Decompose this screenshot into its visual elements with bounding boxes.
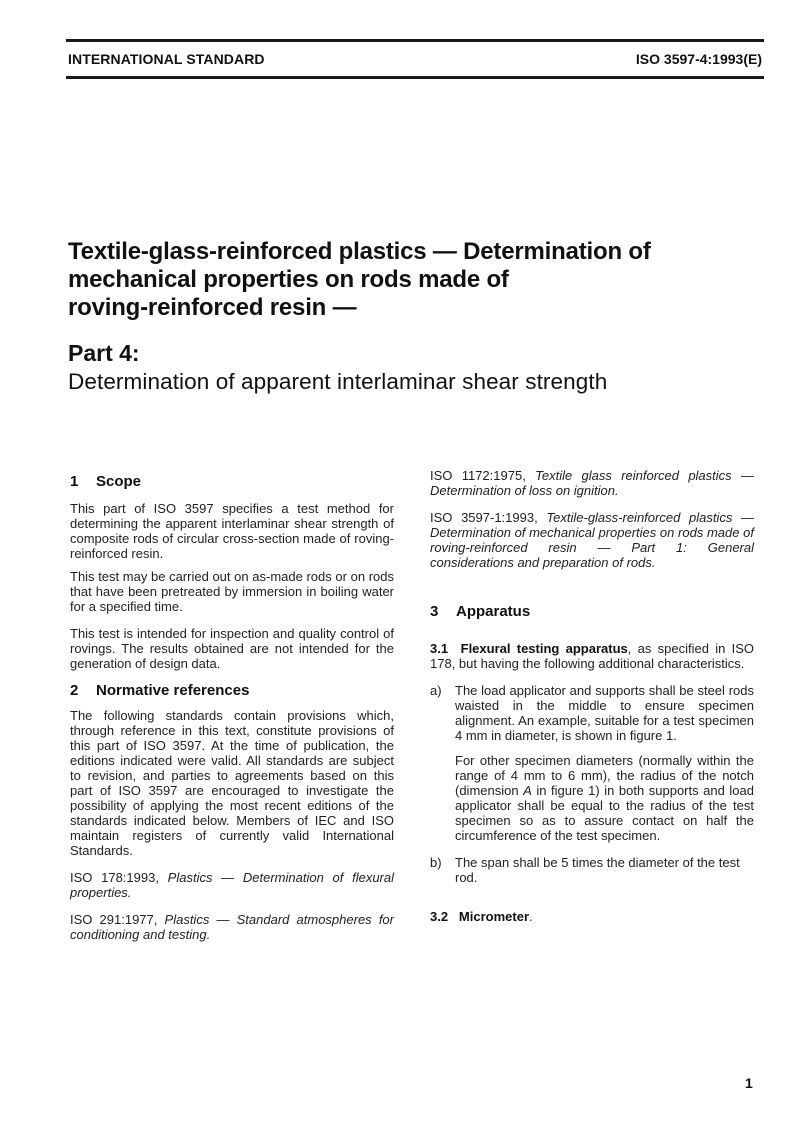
dimension-variable: A: [523, 783, 532, 798]
scope-paragraph-2: This test may be carried out on as-made rods or on rods that have been pretreated by immersion in boiling water for a specified time.: [70, 569, 394, 614]
section-title: Normative references: [96, 682, 250, 699]
page-number: 1: [745, 1075, 753, 1091]
title-line-1: Textile-glass-reinforced plastics — Determination of: [68, 238, 651, 265]
section-title: Apparatus: [456, 603, 531, 620]
title-line-3: roving-reinforced resin —: [68, 294, 357, 321]
clause-3-2: [430, 909, 754, 924]
normative-intro: The following standards contain provisions which, through reference in this text, constitute provisions of this part of ISO 3597. At the time of publication, the editions indicated were valid. All standards are subject to revision, and parties to agreements based on this part of ISO 3597 are encouraged to investigate the possibility of applying the most recent editions of the standards indicated below. Members of IEC and ISO maintain registers of currently valid International Standards.: [70, 708, 394, 858]
scope-paragraph-1: This part of ISO 3597 specifies a test method for determining the apparent interlaminar shear strength of composite rods of circular cross-section made of roving-reinforced resin.: [70, 501, 394, 561]
section-heading-apparatus: [430, 604, 754, 619]
reference-code: ISO 291:1977,: [70, 912, 158, 927]
clause-number: 3.1: [430, 641, 449, 656]
part-label: Part 4:: [68, 340, 140, 366]
scope-paragraph-3: This test is intended for inspection and quality control of rovings. The results obtained are not intended for the generation of design data.: [70, 626, 394, 671]
clause-term: Flexural testing apparatus: [460, 641, 628, 656]
list-item-a-continuation: [455, 753, 754, 843]
header-rule-top: [66, 39, 764, 42]
list-item-a: [430, 683, 754, 843]
reference-iso-291: [70, 912, 394, 942]
reference-title: Textile-glass-reinforced plastics — Determination of mechanical properties on rods made of roving-reinforced resin — Part 1: General considerations and preparation of rods.: [430, 510, 754, 570]
continuation-text: For other specimen diameters (normally within the range of 4 mm to 6 mm), the radius of the notch (dimension: [455, 753, 754, 798]
section-heading-normative-references: [70, 683, 394, 698]
reference-title: Textile glass reinforced plastics — Determination of loss on ignition.: [430, 468, 754, 498]
clause-text: , as specified in ISO 178, but having the following additional characteristics.: [430, 641, 754, 671]
clause-3-1: [430, 641, 754, 671]
left-column: [70, 474, 394, 942]
reference-iso-1172: [430, 468, 754, 498]
list-label: b): [430, 855, 442, 870]
section-number: 3: [430, 603, 439, 620]
standard-number: ISO 3597-4:1993(E): [635, 51, 762, 67]
list-item-b: [430, 855, 754, 885]
clause-text: .: [529, 909, 533, 924]
reference-code: ISO 3597-1:1993,: [430, 510, 538, 525]
title-line-2: mechanical properties on rods made of: [68, 266, 509, 293]
list-text: The span shall be 5 times the diameter of the test rod.: [455, 855, 740, 885]
header-rule-bottom: [66, 76, 764, 79]
reference-title: Plastics — Standard atmospheres for conditioning and testing.: [70, 912, 394, 942]
right-column: [430, 468, 754, 924]
list-text: The load applicator and supports shall be steel rods waisted in the middle to ensure specimen alignment. An example, suitable for a test specimen 4 mm in diameter, is shown in figure 1.: [455, 683, 754, 743]
list-label: a): [430, 683, 442, 698]
reference-iso-3597-1: [430, 510, 754, 570]
section-number: 2: [70, 682, 79, 699]
clause-number: 3.2: [430, 909, 449, 924]
reference-code: ISO 1172:1975,: [430, 468, 526, 483]
section-number: 1: [70, 473, 79, 490]
document-type-label: INTERNATIONAL STANDARD: [68, 51, 265, 67]
section-heading-scope: [70, 474, 394, 489]
reference-code: ISO 178:1993,: [70, 870, 159, 885]
part-subtitle: Determination of apparent interlaminar shear strength: [68, 369, 608, 394]
clause-term: Micrometer: [458, 909, 529, 924]
reference-title: Plastics — Determination of flexural properties.: [70, 870, 394, 900]
document-title: [68, 238, 728, 322]
reference-iso-178: [70, 870, 394, 900]
continuation-text: in figure 1) in both supports and load applicator shall be equal to the radius of the test specimen so as to assure contact on half the circumference of the test specimen.: [455, 783, 754, 843]
section-title: Scope: [96, 473, 142, 490]
